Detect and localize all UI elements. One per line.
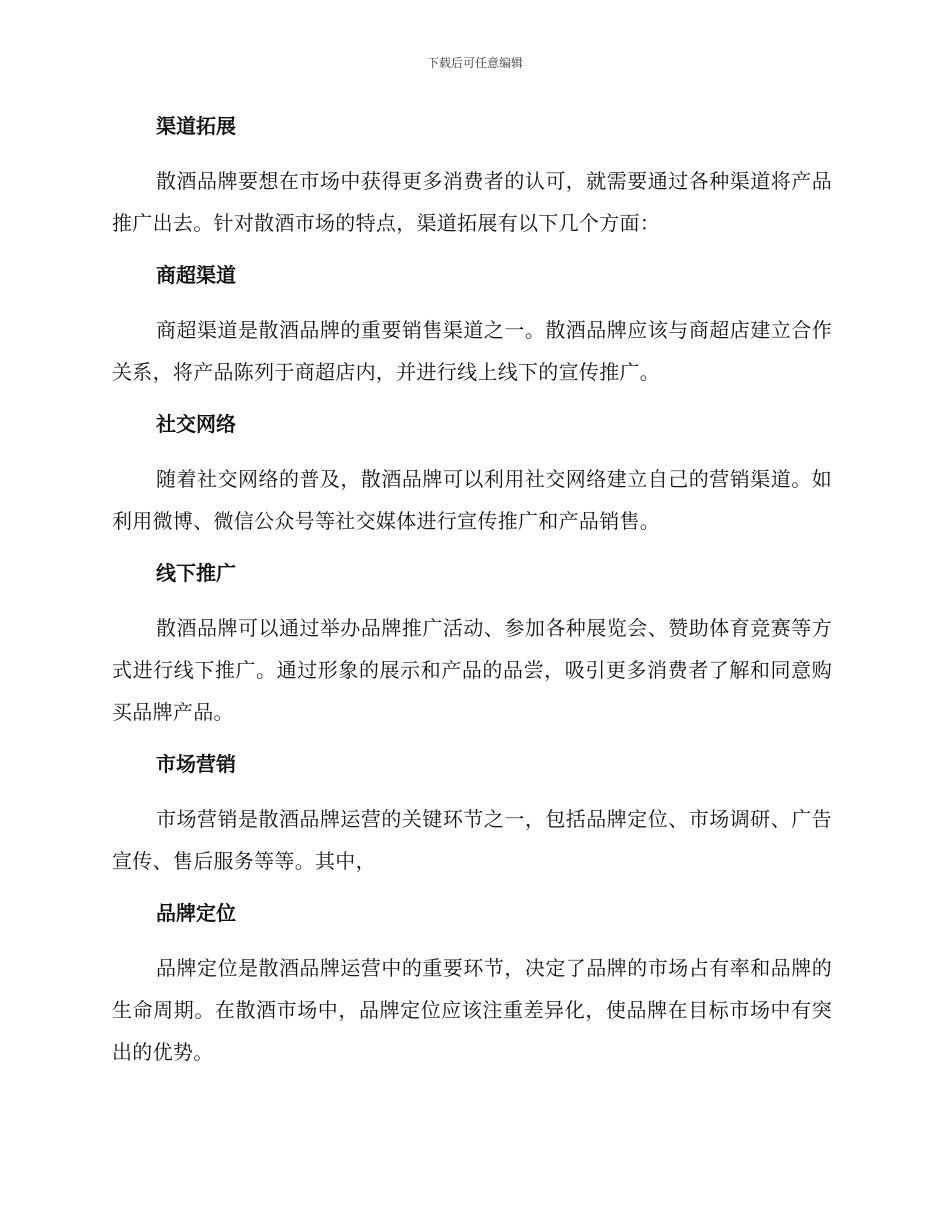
section-marketing [112, 746, 832, 882]
section-paragraph: 商超渠道是散酒品牌的重要销售渠道之一。散酒品牌应该与商超店建立合作关系，将产品陈列于商超店内，并进行线上线下的宣传推广。 [112, 318, 832, 384]
section-social-network [112, 406, 832, 542]
section-offline-promotion [112, 555, 832, 733]
section-heading: 线下推广 [156, 561, 236, 585]
section-heading: 商超渠道 [156, 263, 236, 287]
document-body [112, 108, 832, 1086]
section-paragraph: 随着社交网络的普及，散酒品牌可以利用社交网络建立自己的营销渠道。如利用微博、微信公众号等社交媒体进行宣传推广和产品销售。 [112, 467, 832, 533]
section-heading: 市场营销 [156, 752, 236, 776]
section-paragraph: 散酒品牌要想在市场中获得更多消费者的认可，就需要通过各种渠道将产品推广出去。针对散酒市场的特点，渠道拓展有以下几个方面： [112, 169, 832, 235]
section-paragraph: 市场营销是散酒品牌运营的关键环节之一，包括品牌定位、市场调研、广告宣传、售后服务等等。其中， [112, 807, 832, 873]
section-supermarket-channel [112, 257, 832, 393]
section-brand-positioning [112, 895, 832, 1073]
section-paragraph: 品牌定位是散酒品牌运营中的重要环节，决定了品牌的市场占有率和品牌的生命周期。在散酒市场中，品牌定位应该注重差异化，使品牌在目标市场中有突出的优势。 [112, 956, 832, 1064]
header-note: 下载后可任意编辑 [426, 56, 523, 70]
section-heading: 品牌定位 [156, 901, 236, 925]
section-heading: 渠道拓展 [156, 114, 236, 138]
section-channel-expansion [112, 108, 832, 244]
section-paragraph: 散酒品牌可以通过举办品牌推广活动、参加各种展览会、赞助体育竞赛等方式进行线下推广。通过形象的展示和产品的品尝，吸引更多消费者了解和同意购买品牌产品。 [112, 616, 832, 724]
section-heading: 社交网络 [156, 412, 236, 436]
